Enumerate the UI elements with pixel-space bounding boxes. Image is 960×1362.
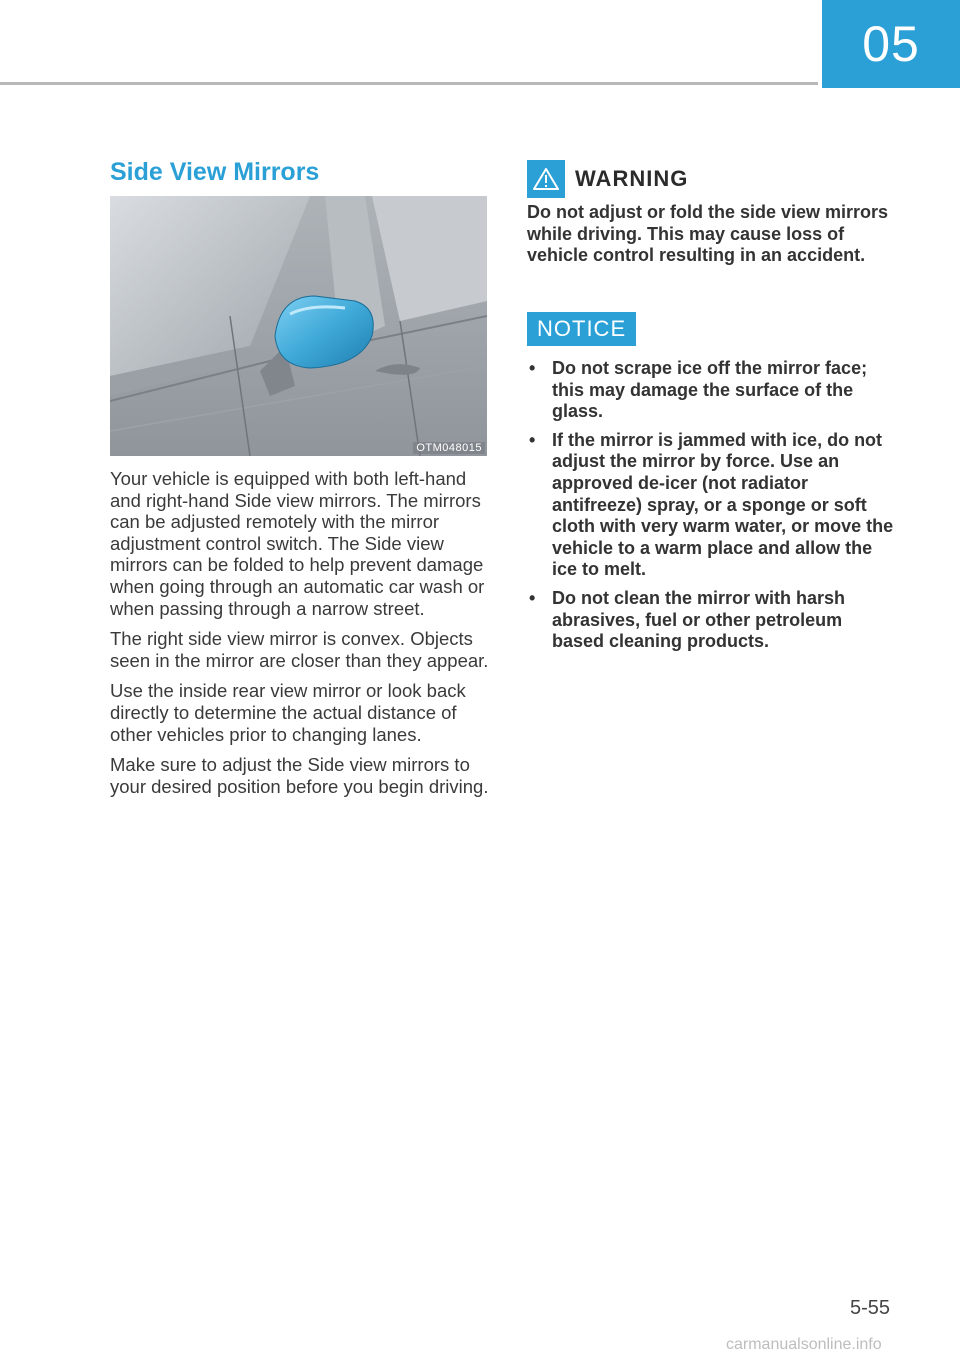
header-rule [0,82,818,85]
bullet: • [529,429,536,450]
figure-code: OTM048015 [413,442,485,454]
body-paragraph: Your vehicle is equipped with both left-hand and right-hand Side view mirrors. The mirrors can be adjusted remotely with the mirror adjustment control switch. The Side view mirrors can be folded to help prevent damage when going through an automatic car wash or when passing through a narrow street. [110,468,485,619]
notice-item [527,430,899,581]
notice-item [527,358,899,423]
bullet: • [529,587,536,608]
notice-item-text: If the mirror is jammed with ice, do not adjust the mirror by force. Use an approved de-icer (not radiator antifreeze) spray, or a sponge or soft cloth with very warm water, or move the vehicle to a warm place and allow the ice to melt. [552,429,894,580]
notice-badge: NOTICE [527,312,636,346]
side-mirror-figure [110,196,487,456]
notice-item-text: Do not clean the mirror with harsh abrasives, fuel or other petroleum based cleaning products. [552,587,846,652]
bullet: • [529,358,536,378]
notice-item-text: Do not scrape ice off the mirror face; this may damage the surface of the glass. [552,358,868,422]
body-text [110,468,490,806]
chapter-tab [822,0,960,88]
warning-triangle-icon [527,160,565,198]
page-number: 5-55 [850,1297,891,1319]
watermark: carmanualsonline.info [726,1336,882,1353]
body-paragraph: Use the inside rear view mirror or look back directly to determine the actual distance of other vehicles prior to changing lanes. [110,680,466,745]
notice-list [527,358,899,660]
notice-item [527,588,899,653]
section-title: Side View Mirrors [110,158,320,186]
warning-text: Do not adjust or fold the side view mirrors while driving. This may cause loss of vehicle control resulting in an accident. [527,202,889,266]
chapter-number: 05 [862,16,920,72]
body-paragraph: The right side view mirror is convex. Objects seen in the mirror are closer than they appear. [110,628,489,671]
warning-header [527,160,688,198]
car-side-mirror-illustration [110,196,487,456]
warning-label: WARNING [575,166,689,191]
body-paragraph: Make sure to adjust the Side view mirrors to your desired position before you begin driving. [110,754,489,797]
